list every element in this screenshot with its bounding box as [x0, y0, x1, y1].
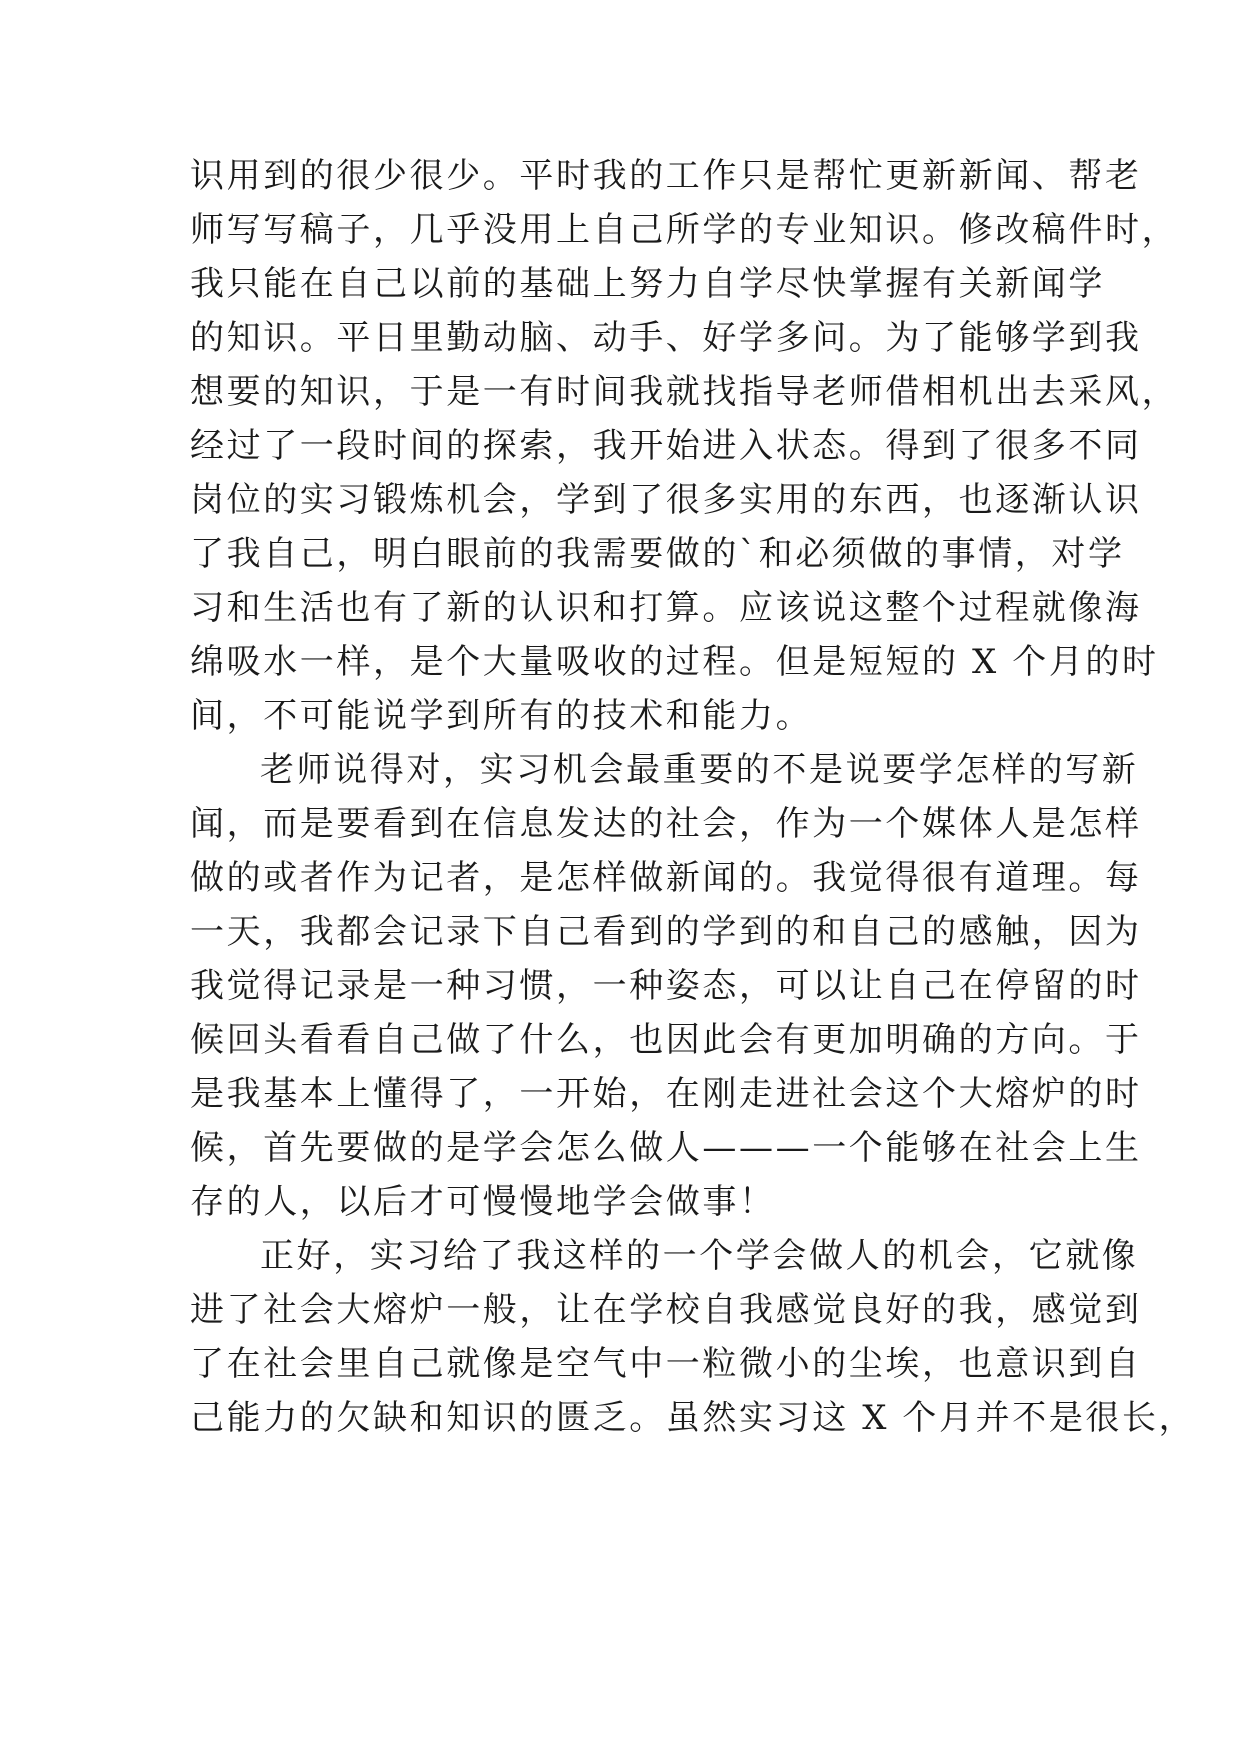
text-line: 我只能在自己以前的基础上努力自学尽快掌握有关新闻学	[190, 264, 1105, 304]
text-line: 是我基本上懂得了，一开始，在刚走进社会这个大熔炉的时	[190, 1074, 1142, 1114]
text-line: 存的人，以后才可慢慢地学会做事！	[190, 1182, 776, 1222]
text-line: 老师说得对，实习机会最重要的不是说要学怎样的写新	[260, 750, 1139, 790]
text-line: 候，首先要做的是学会怎么做人———一个能够在社会上生	[190, 1128, 1142, 1168]
text-line: 想要的知识，于是一有时间我就找指导老师借相机出去采风，	[190, 372, 1179, 412]
paragraph	[190, 149, 1179, 743]
text-line: 我觉得记录是一种习惯，一种姿态，可以让自己在停留的时	[190, 966, 1142, 1006]
paragraph	[190, 1229, 1196, 1445]
text-line: 一天，我都会记录下自己看到的学到的和自己的感触，因为	[190, 912, 1142, 952]
text-line: 闻，而是要看到在信息发达的社会，作为一个媒体人是怎样	[190, 804, 1142, 844]
text-line: 经过了一段时间的探索，我开始进入状态。得到了很多不同	[190, 426, 1142, 466]
paragraph	[190, 743, 1142, 1229]
text-line: 岗位的实习锻炼机会，学到了很多实用的东西，也逐渐认识	[190, 480, 1142, 520]
text-line: 习和生活也有了新的认识和打算。应该说这整个过程就像海	[190, 588, 1142, 628]
text-line: 了我自己，明白眼前的我需要做的`和必须做的事情，对学	[190, 534, 1125, 574]
text-line: 己能力的欠缺和知识的匮乏。虽然实习这 X 个月并不是很长，	[190, 1398, 1196, 1438]
text-line: 识用到的很少很少。平时我的工作只是帮忙更新新闻、帮老	[190, 156, 1142, 196]
text-line: 做的或者作为记者，是怎样做新闻的。我觉得很有道理。每	[190, 858, 1142, 898]
text-line: 间，不可能说学到所有的技术和能力。	[190, 696, 813, 736]
text-line: 进了社会大熔炉一般，让在学校自我感觉良好的我，感觉到	[190, 1290, 1142, 1330]
text-line: 候回头看看自己做了什么，也因此会有更加明确的方向。于	[190, 1020, 1142, 1060]
text-line: 的知识。平日里勤动脑、动手、好学多问。为了能够学到我	[190, 318, 1142, 358]
text-line: 绵吸水一样，是个大量吸收的过程。但是短短的 X 个月的时	[190, 642, 1159, 682]
body-text	[190, 149, 1196, 1445]
text-line: 了在社会里自己就像是空气中一粒微小的尘埃，也意识到自	[190, 1344, 1142, 1384]
text-line: 正好，实习给了我这样的一个学会做人的机会，它就像	[260, 1236, 1139, 1276]
text-line: 师写写稿子，几乎没用上自己所学的专业知识。修改稿件时，	[190, 210, 1179, 250]
